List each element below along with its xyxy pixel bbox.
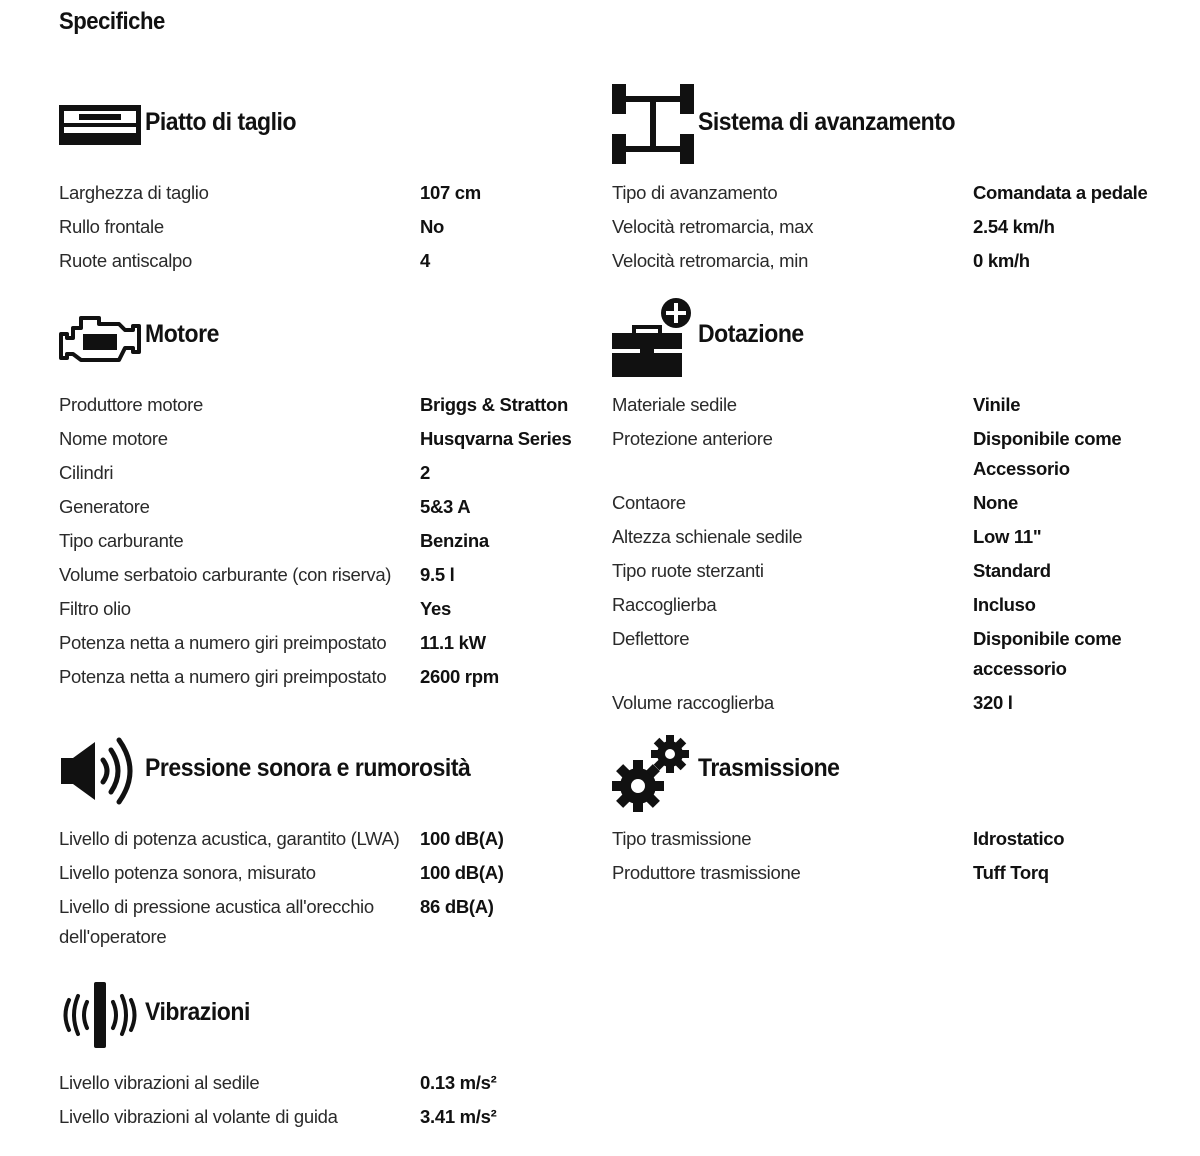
section-header [59, 726, 604, 816]
spec-row [612, 212, 1157, 242]
spec-value: 100 dB(A) [420, 828, 504, 849]
spec-row [59, 824, 604, 854]
section-cutting-deck [59, 80, 604, 271]
spec-label: Filtro olio [59, 598, 131, 619]
spec-label: Tipo trasmissione [612, 828, 752, 849]
spec-label: Tipo carburante [59, 530, 184, 551]
spec-row [59, 628, 604, 658]
spec-label: Protezione anteriore [612, 428, 773, 449]
spec-value: 11.1 kW [420, 632, 486, 653]
spec-value: Husqvarna Series [420, 428, 572, 449]
spec-label: Volume raccoglierba [612, 692, 774, 713]
section-header [612, 292, 1157, 382]
spec-row [612, 178, 1157, 208]
section-title: Trasmissione [698, 754, 840, 782]
spec-list [612, 390, 1157, 722]
spec-label: Produttore motore [59, 394, 204, 415]
spec-label: Larghezza di taglio [59, 182, 209, 203]
spec-row [59, 178, 604, 208]
spec-row [612, 624, 1157, 684]
spec-value: Low 11" [973, 526, 1042, 547]
section-header [59, 292, 604, 382]
spec-label: Rullo frontale [59, 216, 164, 237]
spec-label: Generatore [59, 496, 150, 517]
spec-row [59, 526, 604, 556]
section-header [59, 970, 604, 1060]
spec-label: Deflettore [612, 628, 690, 649]
spec-row [59, 892, 604, 952]
spec-row [59, 1068, 604, 1098]
spec-value: Briggs & Stratton [420, 394, 569, 415]
spec-value: 2.54 km/h [973, 216, 1055, 237]
spec-row [612, 390, 1157, 420]
spec-value: 107 cm [420, 182, 481, 203]
section-equipment [612, 292, 1157, 713]
spec-row [59, 212, 604, 242]
section-transmission [612, 726, 1157, 883]
spec-label: Nome motore [59, 428, 168, 449]
spec-row [612, 488, 1157, 518]
spec-value: 5&3 A [420, 496, 471, 517]
spec-label: Potenza netta a numero giri preimpostato [59, 666, 387, 687]
spec-value: Idrostatico [973, 828, 1065, 849]
spec-label: Livello vibrazioni al volante di guida [59, 1106, 338, 1127]
spec-row [612, 246, 1157, 276]
vibration-icon [59, 982, 141, 1048]
spec-value: 320 l [973, 692, 1013, 713]
section-header [612, 726, 1157, 816]
section-title: Pressione sonora e rumorosità [145, 754, 471, 782]
spec-value: 3.41 m/s² [420, 1106, 497, 1127]
spec-value: 2 [420, 462, 430, 483]
spec-row [59, 458, 604, 488]
spec-label: Livello potenza sonora, misurato [59, 862, 316, 883]
spec-list [59, 824, 604, 956]
engine-icon [59, 316, 141, 364]
speaker-icon [59, 736, 141, 806]
spec-value: None [973, 492, 1019, 513]
spec-label: Ruote antiscalpo [59, 250, 193, 271]
spec-row [59, 246, 604, 276]
section-header [612, 80, 1157, 170]
spec-row [59, 662, 604, 692]
spec-row [612, 858, 1157, 888]
spec-label: Livello di pressione acustica all'orecchio dell'operatore [59, 896, 374, 947]
page-title: Specifiche [59, 8, 165, 35]
spec-list [59, 390, 604, 696]
spec-value: Benzina [420, 530, 489, 551]
spec-value: 0 km/h [973, 250, 1030, 271]
section-engine [59, 292, 604, 687]
section-drive-system [612, 80, 1157, 271]
spec-value: 4 [420, 250, 430, 271]
spec-list [59, 1068, 604, 1136]
spec-value: No [420, 216, 445, 237]
spec-value: Comandata a pedale [973, 182, 1148, 203]
spec-value: Incluso [973, 594, 1036, 615]
spec-list [612, 824, 1157, 892]
spec-label: Produttore trasmissione [612, 862, 801, 883]
spec-value: 100 dB(A) [420, 862, 504, 883]
drive-system-icon [612, 84, 694, 166]
toolbox-plus-icon [612, 297, 694, 379]
spec-row [612, 688, 1157, 718]
spec-label: Velocità retromarcia, max [612, 216, 814, 237]
section-vibration [59, 970, 604, 1127]
spec-row [59, 594, 604, 624]
gears-icon [612, 732, 694, 812]
spec-label: Altezza schienale sedile [612, 526, 803, 547]
spec-value: 2600 rpm [420, 666, 499, 687]
spec-label: Contaore [612, 492, 686, 513]
spec-label: Livello vibrazioni al sedile [59, 1072, 260, 1093]
spec-row [59, 858, 604, 888]
spec-row [612, 824, 1157, 854]
section-title: Vibrazioni [145, 998, 250, 1026]
spec-value: Standard [973, 560, 1051, 581]
section-title: Motore [145, 320, 219, 348]
spec-row [612, 590, 1157, 620]
spec-value: 86 dB(A) [420, 896, 494, 917]
spec-label: Volume serbatoio carburante (con riserva) [59, 564, 392, 585]
section-title: Piatto di taglio [145, 108, 297, 136]
spec-value: Tuff Torq [973, 862, 1049, 883]
spec-row [612, 556, 1157, 586]
spec-label: Tipo di avanzamento [612, 182, 778, 203]
spec-list [59, 178, 604, 280]
spec-label: Cilindri [59, 462, 114, 483]
spec-label: Materiale sedile [612, 394, 737, 415]
spec-label: Potenza netta a numero giri preimpostato [59, 632, 387, 653]
spec-row [59, 492, 604, 522]
cutting-deck-icon [59, 105, 141, 145]
spec-value: Disponibile come Accessorio [973, 428, 1122, 479]
spec-label: Raccoglierba [612, 594, 717, 615]
section-title: Sistema di avanzamento [698, 108, 956, 136]
spec-row [612, 424, 1157, 484]
spec-list [612, 178, 1157, 280]
spec-value: 0.13 m/s² [420, 1072, 497, 1093]
spec-value: Vinile [973, 394, 1021, 415]
spec-label: Velocità retromarcia, min [612, 250, 809, 271]
spec-row [59, 424, 604, 454]
spec-row [59, 1102, 604, 1132]
spec-value: Disponibile come accessorio [973, 628, 1122, 679]
section-header [59, 80, 604, 170]
spec-row [612, 522, 1157, 552]
spec-label: Tipo ruote sterzanti [612, 560, 764, 581]
spec-row [59, 560, 604, 590]
spec-label: Livello di potenza acustica, garantito (LWA) [59, 828, 400, 849]
section-sound [59, 726, 604, 947]
section-title: Dotazione [698, 320, 804, 348]
spec-value: 9.5 l [420, 564, 455, 585]
spec-value: Yes [420, 598, 451, 619]
spec-row [59, 390, 604, 420]
